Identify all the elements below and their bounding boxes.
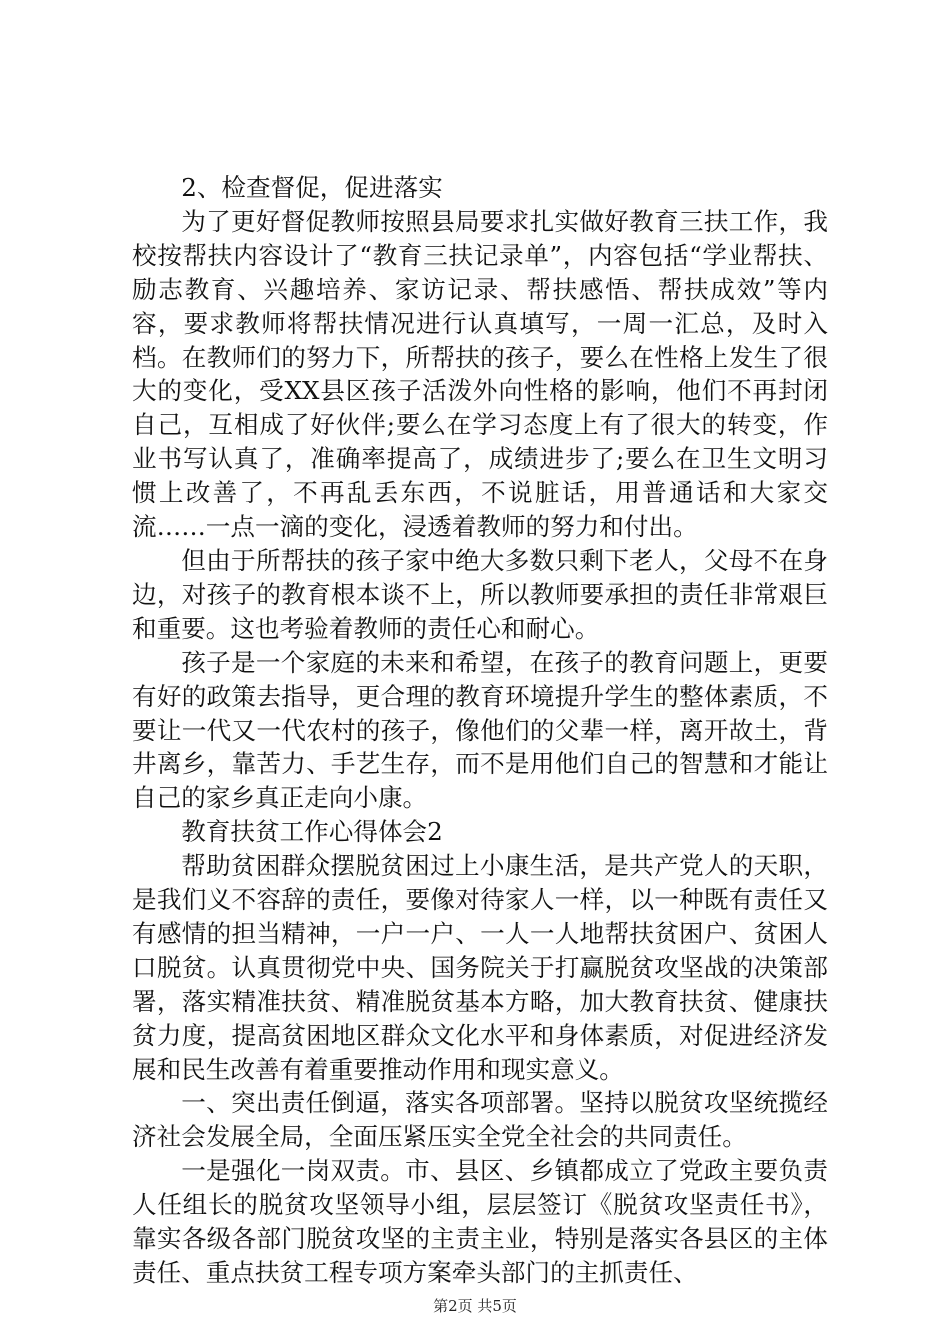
document-body [132,171,828,1290]
paragraph-children-future: 孩子是一个家庭的未来和希望，在孩子的教育问题上，更要有好的政策去指导，更合理的教育环境提升学生的整体素质，不要让一代又一代农村的孩子，像他们的父辈一样，离开故土，背井离乡，靠苦力、手艺生存，而不是用他们自己的智慧和才能让自己的家乡真正走向小康。 [132,647,828,813]
page-footer: 第2页 共5页 [433,1297,517,1315]
paragraph-record-sheet: 为了更好督促教师按照县局要求扎实做好教育三扶工作，我校按帮扶内容设计了“教育三扶记录单”，内容包括“学业帮扶、励志教育、兴趣培养、家访记录、帮扶感悟、帮扶成效”等内容，要求教师将帮扶情况进行认真填写，一周一汇总，及时入档。在教师们的努力下，所帮扶的孩子，要么在性格上发生了很大的变化，受XX县区孩子活泼外向性格的影响，他们不再封闭自己，互相成了好伙伴;要么在学习态度上有了很大的转变，作业书写认真了，准确率提高了，成绩进步了;要么在卫生文明习惯上改善了，不再乱丢东西，不说脏话，用普通话和大家交流……一点一滴的变化，浸透着教师的努力和付出。 [132,206,828,542]
section-heading-experience-2: 教育扶贫工作心得体会2 [181,817,443,847]
paragraph-poverty-duty: 帮助贫困群众摆脱贫困过上小康生活，是共产党人的天职，是我们义不容辞的责任，要像对待家人一样，以一种既有责任又有感情的担当精神，一户一户、一人一人地帮扶贫困户、贫困人口脱贫。认真贯彻党中央、国务院关于打赢脱贫攻坚战的决策部署，落实精准扶贫、精准脱贫基本方略，加大教育扶贫、健康扶贫力度，提高贫困地区群众文化水平和身体素质，对促进经济发展和民生改善有着重要推动作用和现实意义。 [132,851,828,1084]
paragraph-elderly-families: 但由于所帮扶的孩子家中绝大多数只剩下老人，父母不在身边，对孩子的教育根本谈不上，所以教师要承担的责任非常艰巨和重要。这也考验着教师的责任心和耐心。 [132,545,828,643]
section-heading-check-supervise: 2、检查督促，促进落实 [181,173,443,202]
paragraph-responsibility: 一、突出责任倒逼，落实各项部署。坚持以脱贫攻坚统揽经济社会发展全局，全面压紧压实全党全社会的共同责任。 [132,1088,828,1152]
paragraph-one-post-two-duties: 一是强化一岗双责。市、县区、乡镇都成立了党政主要负责人任组长的脱贫攻坚领导小组，层层签订《脱贫攻坚责任书》，靠实各级各部门脱贫攻坚的主责主业，特别是落实各县区的主体责任、重点扶贫工程专项方案牵头部门的主抓责任、 [132,1156,828,1287]
